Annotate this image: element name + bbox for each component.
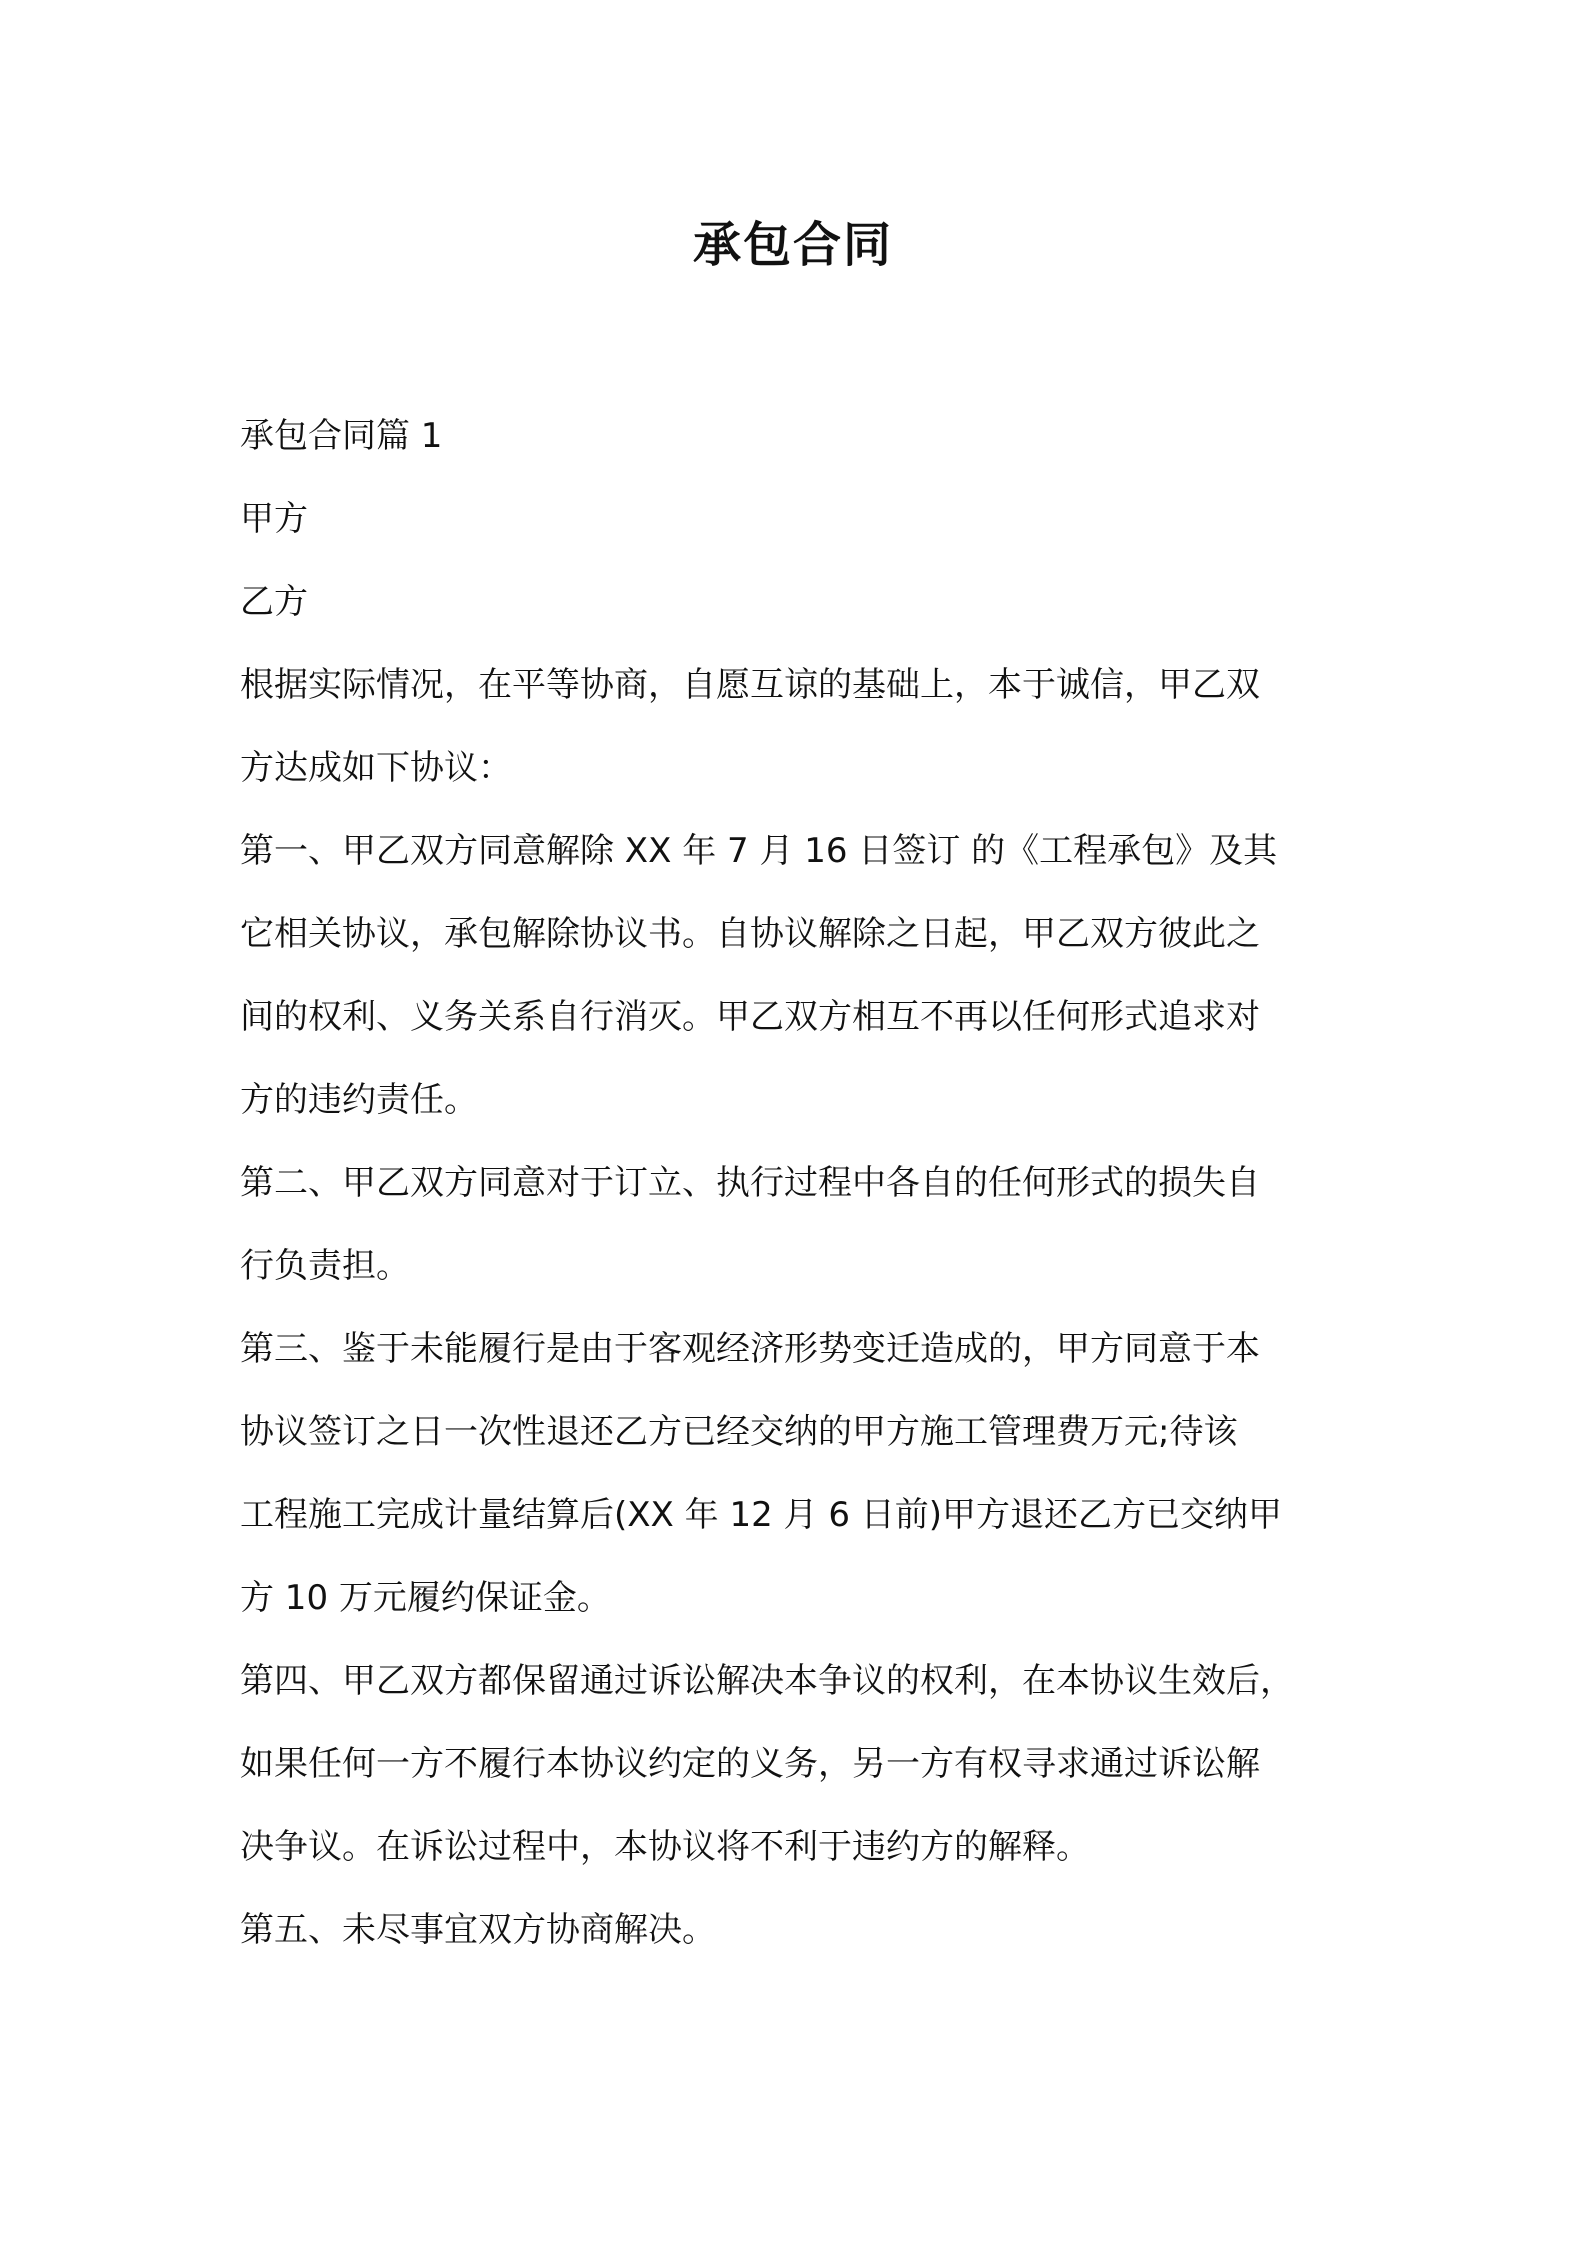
paragraph-line: 第二、甲乙双方同意对于订立、执行过程中各自的任何形式的损失自 [240, 1163, 1260, 1203]
paragraph-line: 如果任何一方不履行本协议约定的义务，另一方有权寻求通过诉讼解 [240, 1744, 1260, 1784]
paragraph-line: 间的权利、义务关系自行消灭。甲乙双方相互不再以任何形式追求对 [240, 997, 1260, 1037]
party-b-label: 乙方 [240, 582, 308, 622]
paragraph-line: 第一、甲乙双方同意解除 XX 年 7 月 16 日签订 的《工程承包》及其 [240, 831, 1278, 871]
document-body [240, 395, 1360, 1972]
document-title: 承包合同 [692, 217, 893, 273]
paragraph-line: 第三、鉴于未能履行是由于客观经济形势变迁造成的，甲方同意于本 [240, 1329, 1260, 1369]
party-a-label: 甲方 [240, 499, 308, 539]
paragraph-line: 根据实际情况，在平等协商，自愿互谅的基础上，本于诚信，甲乙双 [240, 665, 1260, 705]
paragraph-line: 工程施工完成计量结算后(XX 年 12 月 6 日前)甲方退还乙方已交纳甲 [240, 1495, 1283, 1535]
section-heading: 承包合同篇 1 [240, 416, 443, 456]
paragraph-line: 第五、未尽事宜双方协商解决。 [240, 1910, 716, 1950]
paragraph-line: 方 10 万元履约保证金。 [240, 1578, 611, 1618]
paragraph-line: 协议签订之日一次性退还乙方已经交纳的甲方施工管理费万元;待该 [240, 1412, 1238, 1452]
paragraph-line: 方的违约责任。 [240, 1080, 478, 1120]
paragraph-line: 第四、甲乙双方都保留通过诉讼解决本争议的权利，在本协议生效后， [240, 1661, 1294, 1701]
paragraph-line: 行负责担。 [240, 1246, 410, 1286]
paragraph-line: 它相关协议，承包解除协议书。自协议解除之日起，甲乙双方彼此之 [240, 914, 1260, 954]
paragraph-line: 决争议。在诉讼过程中，本协议将不利于违约方的解释。 [240, 1827, 1090, 1867]
paragraph-line: 方达成如下协议： [240, 748, 512, 788]
